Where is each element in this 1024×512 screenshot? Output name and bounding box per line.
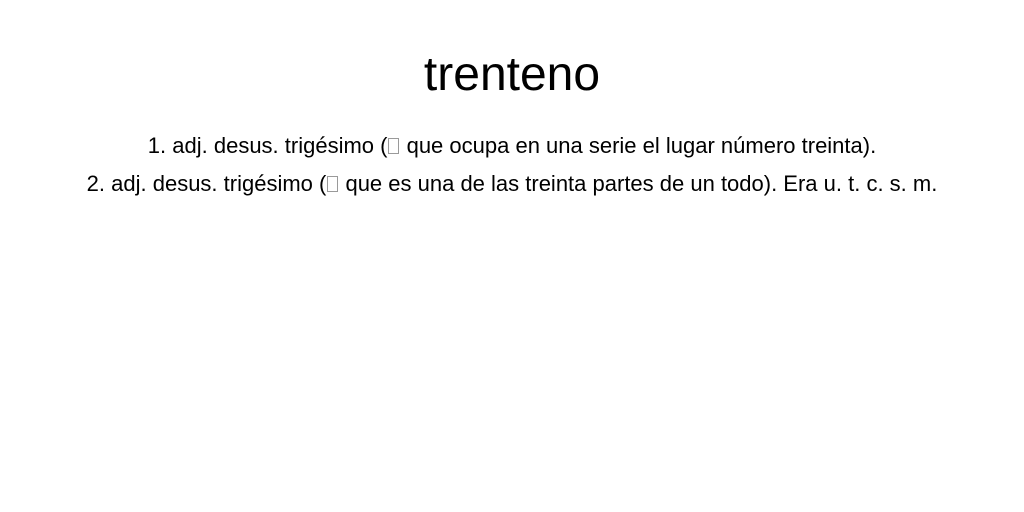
definition-item [62, 165, 962, 203]
definition-text-end: que ocupa en una serie el lugar número treinta). [400, 133, 877, 158]
definition-number: 1. [147, 133, 167, 158]
missing-glyph-icon [388, 138, 399, 154]
definition-list [62, 127, 962, 203]
definition-number: 2. [86, 171, 106, 196]
definition-text-end: que es una de las treinta partes de un todo). Era u. t. c. s. m. [339, 171, 938, 196]
definition-item [62, 127, 962, 165]
missing-glyph-icon [327, 176, 338, 192]
definition-text-start: adj. desus. trigésimo ( [111, 171, 327, 196]
definition-text-start: adj. desus. trigésimo ( [172, 133, 388, 158]
headword-title: trenteno [423, 48, 601, 101]
